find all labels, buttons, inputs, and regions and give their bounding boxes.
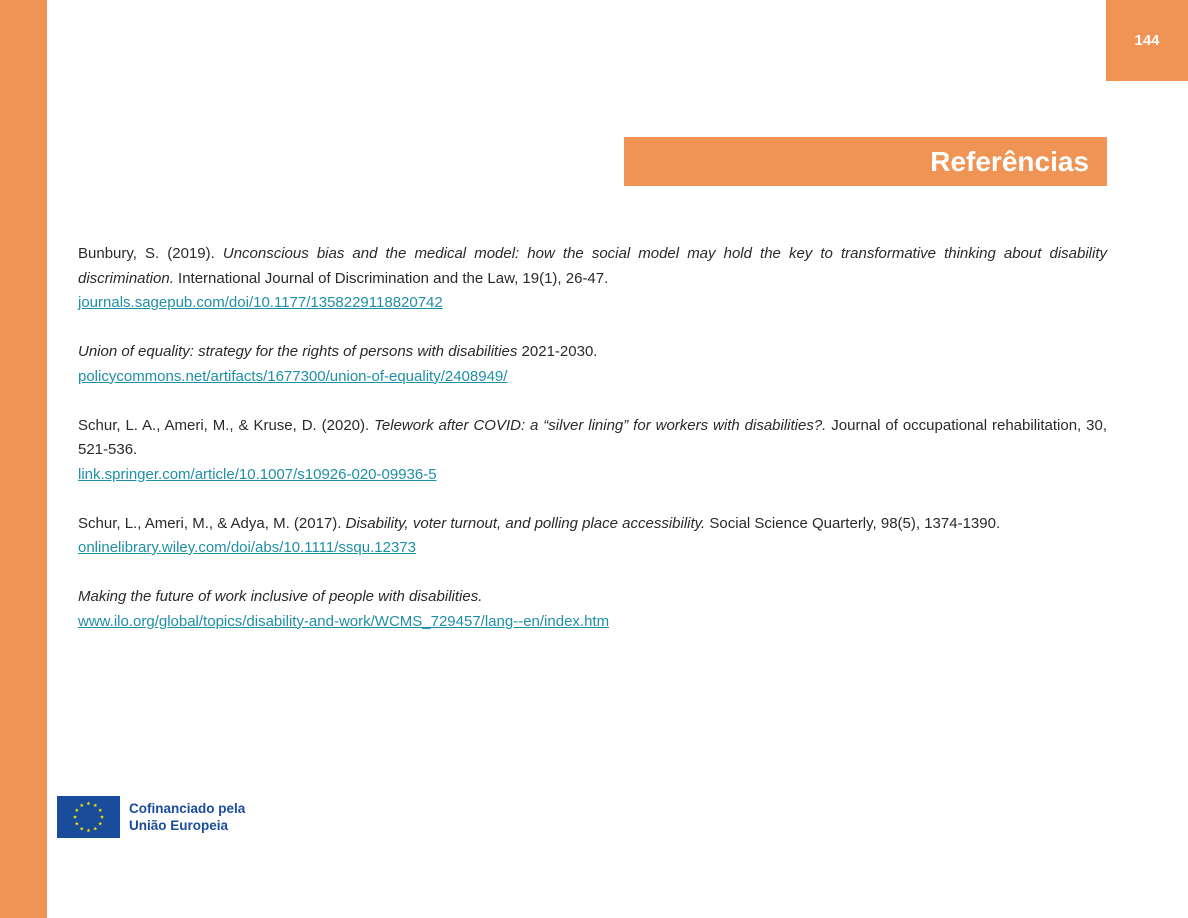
eu-line-2: União Europeia	[129, 818, 229, 833]
reference-citation	[78, 585, 1107, 610]
reference-citation	[78, 512, 1107, 537]
reference-source: 2021-2030.	[517, 343, 598, 360]
reference-link[interactable]: www.ilo.org/global/topics/disability-and-work/WCMS_729457/lang--en/index.htm	[78, 612, 610, 630]
reference-author: Bunbury, S. (2019).	[78, 245, 223, 262]
reference-citation	[78, 242, 1107, 291]
reference-link[interactable]: onlinelibrary.wiley.com/doi/abs/10.1111/ssqu.12373	[78, 539, 416, 556]
reference-title: Telework after COVID: a “silver lining” for workers with disabilities?.	[374, 416, 827, 434]
page-number-text: 144	[1134, 32, 1160, 49]
page-number	[1106, 0, 1188, 81]
reference-author: Schur, L., Ameri, M., & Adya, M. (2017).	[78, 514, 346, 532]
reference-source: International Journal of Discrimination and the Law, 19(1), 26-47.	[173, 269, 609, 287]
page-title: Referências	[930, 145, 1089, 177]
reference-citation	[78, 340, 1107, 365]
reference-author: Schur, L. A., Ameri, M., & Kruse, D. (2020).	[78, 416, 375, 434]
reference-source: Journal of occupational rehabilitation, 30, 521-536.	[78, 416, 1107, 458]
reference-source: Social Science Quarterly, 98(5), 1374-1390.	[705, 514, 1001, 532]
reference-link[interactable]: journals.sagepub.com/doi/10.1177/1358229118820742	[78, 294, 443, 311]
reference-citation	[78, 414, 1107, 463]
reference-title: Union of equality: strategy for the rights of persons with disabilities	[78, 343, 518, 360]
reference-item	[78, 340, 1107, 389]
eu-line-1: Cofinanciado pela	[129, 801, 246, 816]
reference-link[interactable]: link.springer.com/article/10.1007/s10926-020-09936-5	[78, 465, 437, 483]
section-title-banner	[624, 137, 1107, 186]
eu-cofunding-text	[129, 800, 245, 834]
reference-item	[78, 414, 1107, 488]
reference-title: Disability, voter turnout, and polling place accessibility.	[345, 514, 706, 532]
eu-cofunding-logo	[57, 796, 245, 838]
reference-item	[78, 585, 1107, 634]
reference-link[interactable]: policycommons.net/artifacts/1677300/union-of-equality/2408949/	[78, 367, 508, 385]
reference-list	[78, 242, 1107, 659]
left-accent-stripe	[0, 0, 47, 918]
eu-flag-icon	[57, 796, 120, 838]
reference-item	[78, 242, 1107, 316]
reference-item	[78, 512, 1107, 561]
reference-title: Unconscious bias and the medical model: how the social model may hold the key to transformative thinking about disability discrimination.	[78, 245, 1108, 287]
reference-title: Making the future of work inclusive of people with disabilities.	[78, 588, 483, 605]
